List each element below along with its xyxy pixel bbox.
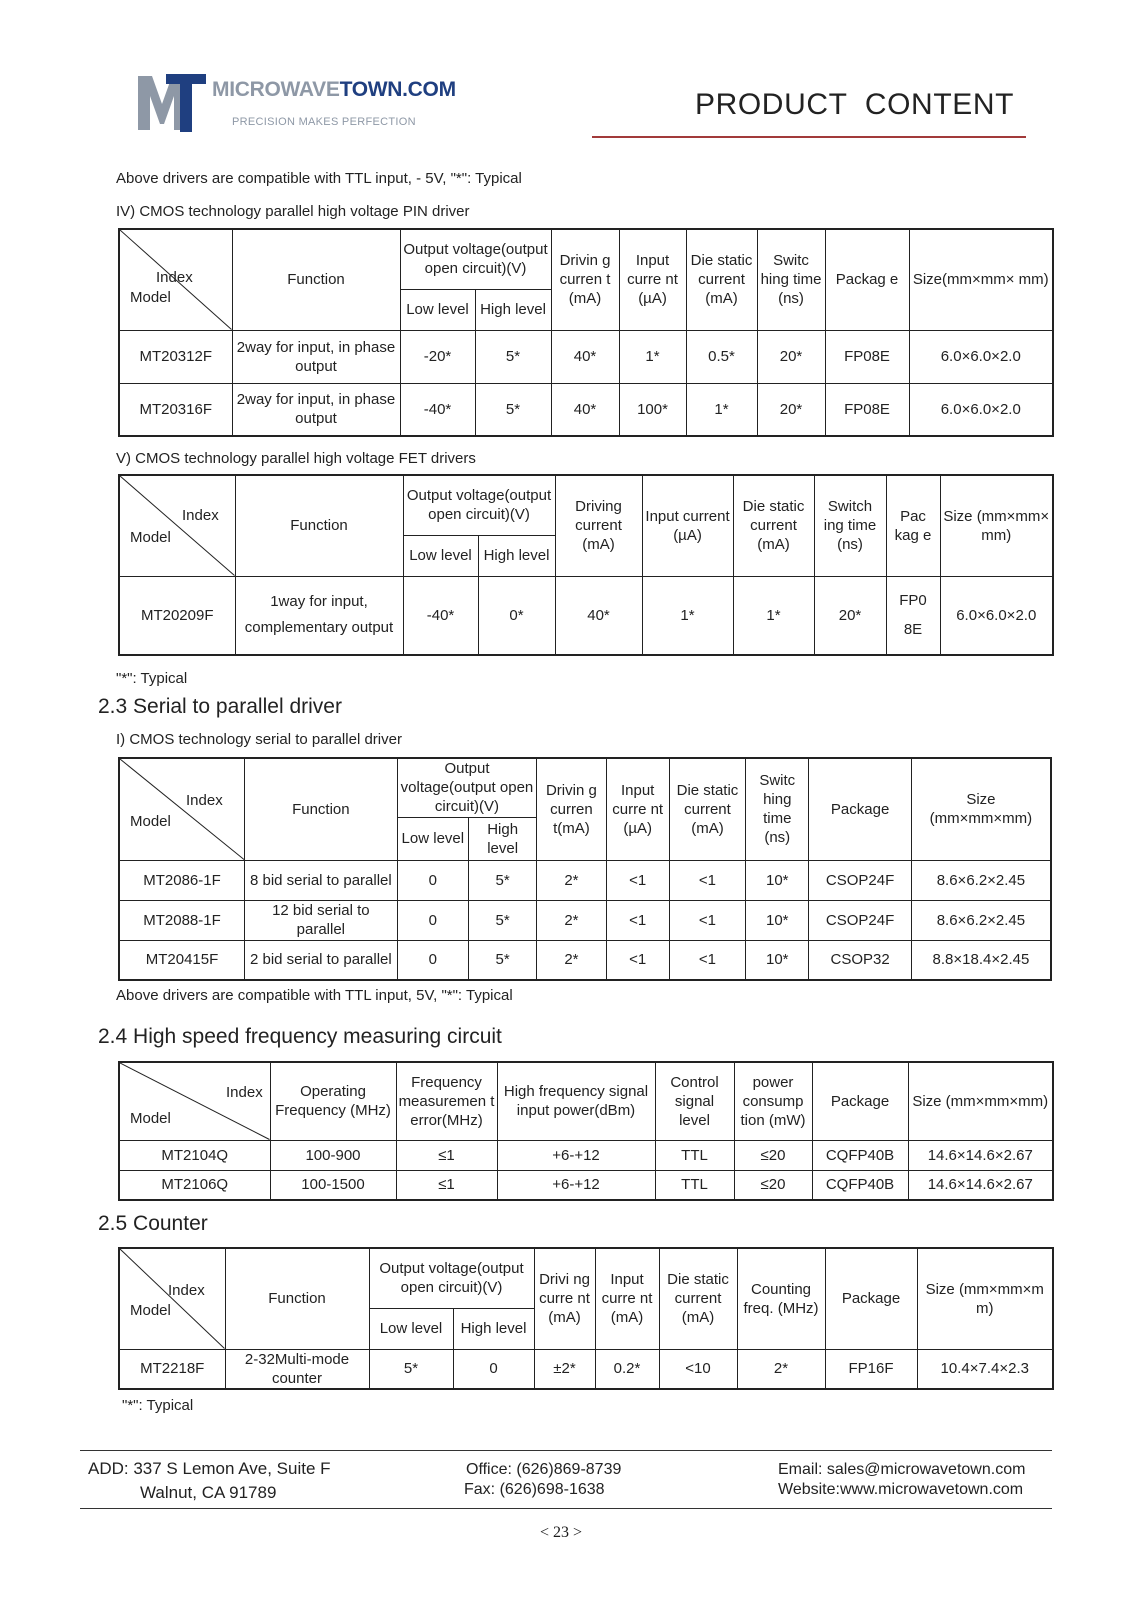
package-cell: CSOP24F bbox=[809, 860, 911, 900]
index-model-header bbox=[119, 1248, 225, 1349]
counting-frequency-header: Counting freq. (MHz) bbox=[737, 1248, 825, 1349]
package-header: Pac kag e bbox=[886, 475, 940, 576]
fet-driver-table bbox=[118, 474, 1054, 656]
power-consumption-header: power consump tion (mW) bbox=[734, 1062, 812, 1140]
counting-frequency-cell: 2* bbox=[737, 1349, 825, 1389]
package-header: Package bbox=[812, 1062, 908, 1140]
model-cell: MT20316F bbox=[119, 383, 232, 436]
switching-time-header: Switc hing time (ns) bbox=[746, 758, 809, 860]
size-header: Size(mm×mm× mm) bbox=[909, 229, 1053, 330]
function-header: Function bbox=[245, 758, 398, 860]
low-level-cell: 5* bbox=[369, 1349, 453, 1389]
typical-note: "*": Typical bbox=[122, 1397, 194, 1414]
package-header: Package bbox=[809, 758, 911, 860]
low-level-cell: 0 bbox=[397, 940, 468, 980]
switching-time-cell: 20* bbox=[757, 383, 825, 436]
model-cell: MT2088-1F bbox=[119, 900, 245, 940]
size-cell: 14.6×14.6×2.67 bbox=[908, 1140, 1053, 1170]
size-header: Size (mm×mm×m m) bbox=[917, 1248, 1053, 1349]
switching-time-cell: 10* bbox=[746, 900, 809, 940]
function-cell: 12 bid serial to parallel bbox=[245, 900, 398, 940]
model-label: Model bbox=[130, 1302, 171, 1319]
table-row bbox=[119, 860, 1051, 900]
high-level-cell: 5* bbox=[468, 940, 536, 980]
function-cell: 2way for input, in phase output bbox=[232, 330, 400, 383]
footer-email: Email: sales@microwavetown.com bbox=[778, 1461, 1026, 1478]
model-cell: MT20312F bbox=[119, 330, 232, 383]
switching-time-header: Switc hing time (ns) bbox=[757, 229, 825, 330]
low-level-header: Low level bbox=[397, 817, 468, 860]
index-label: Index bbox=[226, 1084, 263, 1101]
power-consumption-cell: ≤20 bbox=[734, 1140, 812, 1170]
function-cell: 2-32Multi-mode counter bbox=[225, 1349, 369, 1389]
input-current-header: Input curre nt (µA) bbox=[619, 229, 686, 330]
table-row bbox=[119, 330, 1053, 383]
footer-office-phone: Office: (626)869-8739 bbox=[466, 1461, 622, 1478]
frequency-measuring-table bbox=[118, 1061, 1054, 1201]
input-current-header: Input curre nt (µA) bbox=[606, 758, 669, 860]
package-cell: FP08E bbox=[825, 330, 909, 383]
package-cell: CQFP40B bbox=[812, 1170, 908, 1200]
die-static-current-header: Die static current (mA) bbox=[733, 475, 814, 576]
switching-time-cell: 20* bbox=[757, 330, 825, 383]
index-model-header bbox=[119, 475, 235, 576]
input-current-header: Input curre nt (mA) bbox=[595, 1248, 659, 1349]
package-cell: CQFP40B bbox=[812, 1140, 908, 1170]
table-row bbox=[119, 383, 1053, 436]
driving-current-cell: 40* bbox=[551, 383, 619, 436]
function-cell: 1way for input, complementary output bbox=[235, 576, 403, 655]
title-underline bbox=[592, 136, 1026, 138]
switching-time-cell: 10* bbox=[746, 940, 809, 980]
driving-current-header: Drivin g curren t(mA) bbox=[537, 758, 606, 860]
high-level-cell: 5* bbox=[468, 860, 536, 900]
package-cell: FP08E bbox=[825, 383, 909, 436]
footer-divider-top bbox=[80, 1450, 1052, 1451]
footer-address-line2: Walnut, CA 91789 bbox=[140, 1483, 277, 1502]
table-row bbox=[119, 1349, 1053, 1389]
company-logo bbox=[138, 74, 208, 134]
input-current-cell: 1* bbox=[642, 576, 733, 655]
table-row bbox=[119, 1140, 1053, 1170]
function-cell: 2 bid serial to parallel bbox=[245, 940, 398, 980]
size-header: Size (mm×mm× mm) bbox=[940, 475, 1053, 576]
input-current-cell: <1 bbox=[606, 940, 669, 980]
driving-current-header: Drivi ng curre nt (mA) bbox=[534, 1248, 595, 1349]
frequency-error-cell: ≤1 bbox=[396, 1140, 497, 1170]
driving-current-cell: ±2* bbox=[534, 1349, 595, 1389]
section-heading: 2.5 Counter bbox=[98, 1212, 208, 1235]
operating-frequency-cell: 100-900 bbox=[270, 1140, 396, 1170]
model-label: Model bbox=[130, 1110, 171, 1127]
high-level-header: High level bbox=[478, 535, 555, 576]
model-label: Model bbox=[130, 813, 171, 830]
high-level-cell: 0 bbox=[453, 1349, 534, 1389]
model-cell: MT20209F bbox=[119, 576, 235, 655]
die-current-cell: 0.5* bbox=[686, 330, 757, 383]
input-current-cell: <1 bbox=[606, 860, 669, 900]
input-current-header: Input current (µA) bbox=[642, 475, 733, 576]
typical-note: "*": Typical bbox=[116, 670, 188, 687]
low-level-header: Low level bbox=[369, 1308, 453, 1349]
page-number: < 23 > bbox=[540, 1524, 583, 1541]
low-level-cell: -20* bbox=[400, 330, 475, 383]
signal-power-header: High frequency signal input power(dBm) bbox=[497, 1062, 655, 1140]
driving-current-cell: 40* bbox=[551, 330, 619, 383]
control-signal-header: Control signal level bbox=[655, 1062, 734, 1140]
driving-current-cell: 2* bbox=[537, 940, 606, 980]
driving-current-header: Drivin g curren t (mA) bbox=[551, 229, 619, 330]
size-cell: 8.6×6.2×2.45 bbox=[911, 860, 1051, 900]
package-cell: FP0 8E bbox=[886, 576, 940, 655]
output-voltage-header: Output voltage(output open circuit)(V) bbox=[397, 758, 537, 817]
function-header: Function bbox=[235, 475, 403, 576]
low-level-cell: 0 bbox=[397, 860, 468, 900]
die-current-cell: <1 bbox=[669, 940, 745, 980]
logo-wordmark: MICROWAVETOWN.COM bbox=[212, 78, 456, 101]
switching-time-cell: 10* bbox=[746, 860, 809, 900]
size-cell: 14.6×14.6×2.67 bbox=[908, 1170, 1053, 1200]
footer-fax: Fax: (626)698-1638 bbox=[464, 1481, 605, 1498]
output-voltage-header: Output voltage(output open circuit)(V) bbox=[369, 1248, 534, 1308]
die-current-cell: <1 bbox=[669, 860, 745, 900]
high-level-cell: 5* bbox=[468, 900, 536, 940]
function-header: Function bbox=[225, 1248, 369, 1349]
index-model-header bbox=[119, 1062, 270, 1140]
die-current-cell: 1* bbox=[733, 576, 814, 655]
input-current-cell: 1* bbox=[619, 330, 686, 383]
high-level-cell: 0* bbox=[478, 576, 555, 655]
driving-current-header: Driving current (mA) bbox=[555, 475, 642, 576]
operating-frequency-header: Operating Frequency (MHz) bbox=[270, 1062, 396, 1140]
die-current-cell: <10 bbox=[659, 1349, 737, 1389]
index-model-header bbox=[119, 229, 232, 330]
size-header: Size (mm×mm×mm) bbox=[911, 758, 1051, 860]
high-level-header: High level bbox=[475, 289, 551, 330]
counter-table bbox=[118, 1247, 1054, 1390]
model-label: Model bbox=[130, 289, 171, 306]
table-caption: V) CMOS technology parallel high voltage FET drivers bbox=[116, 450, 476, 467]
die-static-current-header: Die static current (mA) bbox=[686, 229, 757, 330]
footer-website: Website:www.microwavetown.com bbox=[778, 1481, 1024, 1498]
size-cell: 6.0×6.0×2.0 bbox=[909, 330, 1053, 383]
operating-frequency-cell: 100-1500 bbox=[270, 1170, 396, 1200]
model-cell: MT2218F bbox=[119, 1349, 225, 1389]
section-heading: 2.3 Serial to parallel driver bbox=[98, 695, 342, 718]
die-current-cell: <1 bbox=[669, 900, 745, 940]
output-voltage-header: Output voltage(output open circuit)(V) bbox=[400, 229, 551, 289]
signal-power-cell: +6-+12 bbox=[497, 1170, 655, 1200]
table-row bbox=[119, 576, 1053, 655]
low-level-cell: 0 bbox=[397, 900, 468, 940]
package-cell: CSOP24F bbox=[809, 900, 911, 940]
table-row bbox=[119, 1170, 1053, 1200]
power-consumption-cell: ≤20 bbox=[734, 1170, 812, 1200]
size-cell: 10.4×7.4×2.3 bbox=[917, 1349, 1053, 1389]
logo-tagline: PRECISION MAKES PERFECTION bbox=[232, 116, 416, 128]
model-cell: MT20415F bbox=[119, 940, 245, 980]
die-static-current-header: Die static current (mA) bbox=[669, 758, 745, 860]
table-caption: IV) CMOS technology parallel high voltage PIN driver bbox=[116, 203, 470, 220]
signal-power-cell: +6-+12 bbox=[497, 1140, 655, 1170]
frequency-error-cell: ≤1 bbox=[396, 1170, 497, 1200]
index-label: Index bbox=[156, 269, 193, 286]
index-label: Index bbox=[182, 507, 219, 524]
low-level-header: Low level bbox=[403, 535, 478, 576]
output-voltage-header: Output voltage(output open circuit)(V) bbox=[403, 475, 555, 535]
package-header: Package bbox=[825, 1248, 917, 1349]
footer-divider-bottom bbox=[80, 1508, 1052, 1509]
size-cell: 6.0×6.0×2.0 bbox=[909, 383, 1053, 436]
driving-current-cell: 2* bbox=[537, 900, 606, 940]
model-cell: MT2104Q bbox=[119, 1140, 270, 1170]
size-header: Size (mm×mm×mm) bbox=[908, 1062, 1053, 1140]
table-row bbox=[119, 900, 1051, 940]
high-level-header: High level bbox=[453, 1308, 534, 1349]
model-label: Model bbox=[130, 529, 171, 546]
function-cell: 8 bid serial to parallel bbox=[245, 860, 398, 900]
driving-current-cell: 2* bbox=[537, 860, 606, 900]
die-static-current-header: Die static current (mA) bbox=[659, 1248, 737, 1349]
index-label: Index bbox=[186, 792, 223, 809]
function-cell: 2way for input, in phase output bbox=[232, 383, 400, 436]
index-model-header bbox=[119, 758, 245, 860]
page-title: PRODUCT CONTENT bbox=[695, 88, 1015, 121]
compatibility-note: Above drivers are compatible with TTL input, - 5V, "*": Typical bbox=[116, 170, 522, 187]
size-cell: 8.6×6.2×2.45 bbox=[911, 900, 1051, 940]
table-caption: I) CMOS technology serial to parallel driver bbox=[116, 731, 402, 748]
input-current-cell: <1 bbox=[606, 900, 669, 940]
input-current-cell: 100* bbox=[619, 383, 686, 436]
function-header: Function bbox=[232, 229, 400, 330]
pin-driver-table bbox=[118, 228, 1054, 437]
compatibility-note: Above drivers are compatible with TTL input, 5V, "*": Typical bbox=[116, 987, 513, 1004]
high-level-cell: 5* bbox=[475, 383, 551, 436]
model-cell: MT2106Q bbox=[119, 1170, 270, 1200]
frequency-error-header: Frequency measuremen t error(MHz) bbox=[396, 1062, 497, 1140]
table-row bbox=[119, 940, 1051, 980]
switching-time-cell: 20* bbox=[814, 576, 886, 655]
package-cell: CSOP32 bbox=[809, 940, 911, 980]
low-level-cell: -40* bbox=[400, 383, 475, 436]
serial-parallel-table bbox=[118, 757, 1052, 981]
high-level-header: High level bbox=[468, 817, 536, 860]
control-signal-cell: TTL bbox=[655, 1170, 734, 1200]
footer-address-line1: ADD: 337 S Lemon Ave, Suite F bbox=[88, 1459, 331, 1478]
low-level-cell: -40* bbox=[403, 576, 478, 655]
low-level-header: Low level bbox=[400, 289, 475, 330]
index-label: Index bbox=[168, 1282, 205, 1299]
control-signal-cell: TTL bbox=[655, 1140, 734, 1170]
package-cell: FP16F bbox=[825, 1349, 917, 1389]
size-cell: 6.0×6.0×2.0 bbox=[940, 576, 1053, 655]
die-current-cell: 1* bbox=[686, 383, 757, 436]
input-current-cell: 0.2* bbox=[595, 1349, 659, 1389]
high-level-cell: 5* bbox=[475, 330, 551, 383]
model-cell: MT2086-1F bbox=[119, 860, 245, 900]
switching-time-header: Switch ing time (ns) bbox=[814, 475, 886, 576]
section-heading: 2.4 High speed frequency measuring circuit bbox=[98, 1025, 502, 1048]
driving-current-cell: 40* bbox=[555, 576, 642, 655]
size-cell: 8.8×18.4×2.45 bbox=[911, 940, 1051, 980]
package-header: Packag e bbox=[825, 229, 909, 330]
